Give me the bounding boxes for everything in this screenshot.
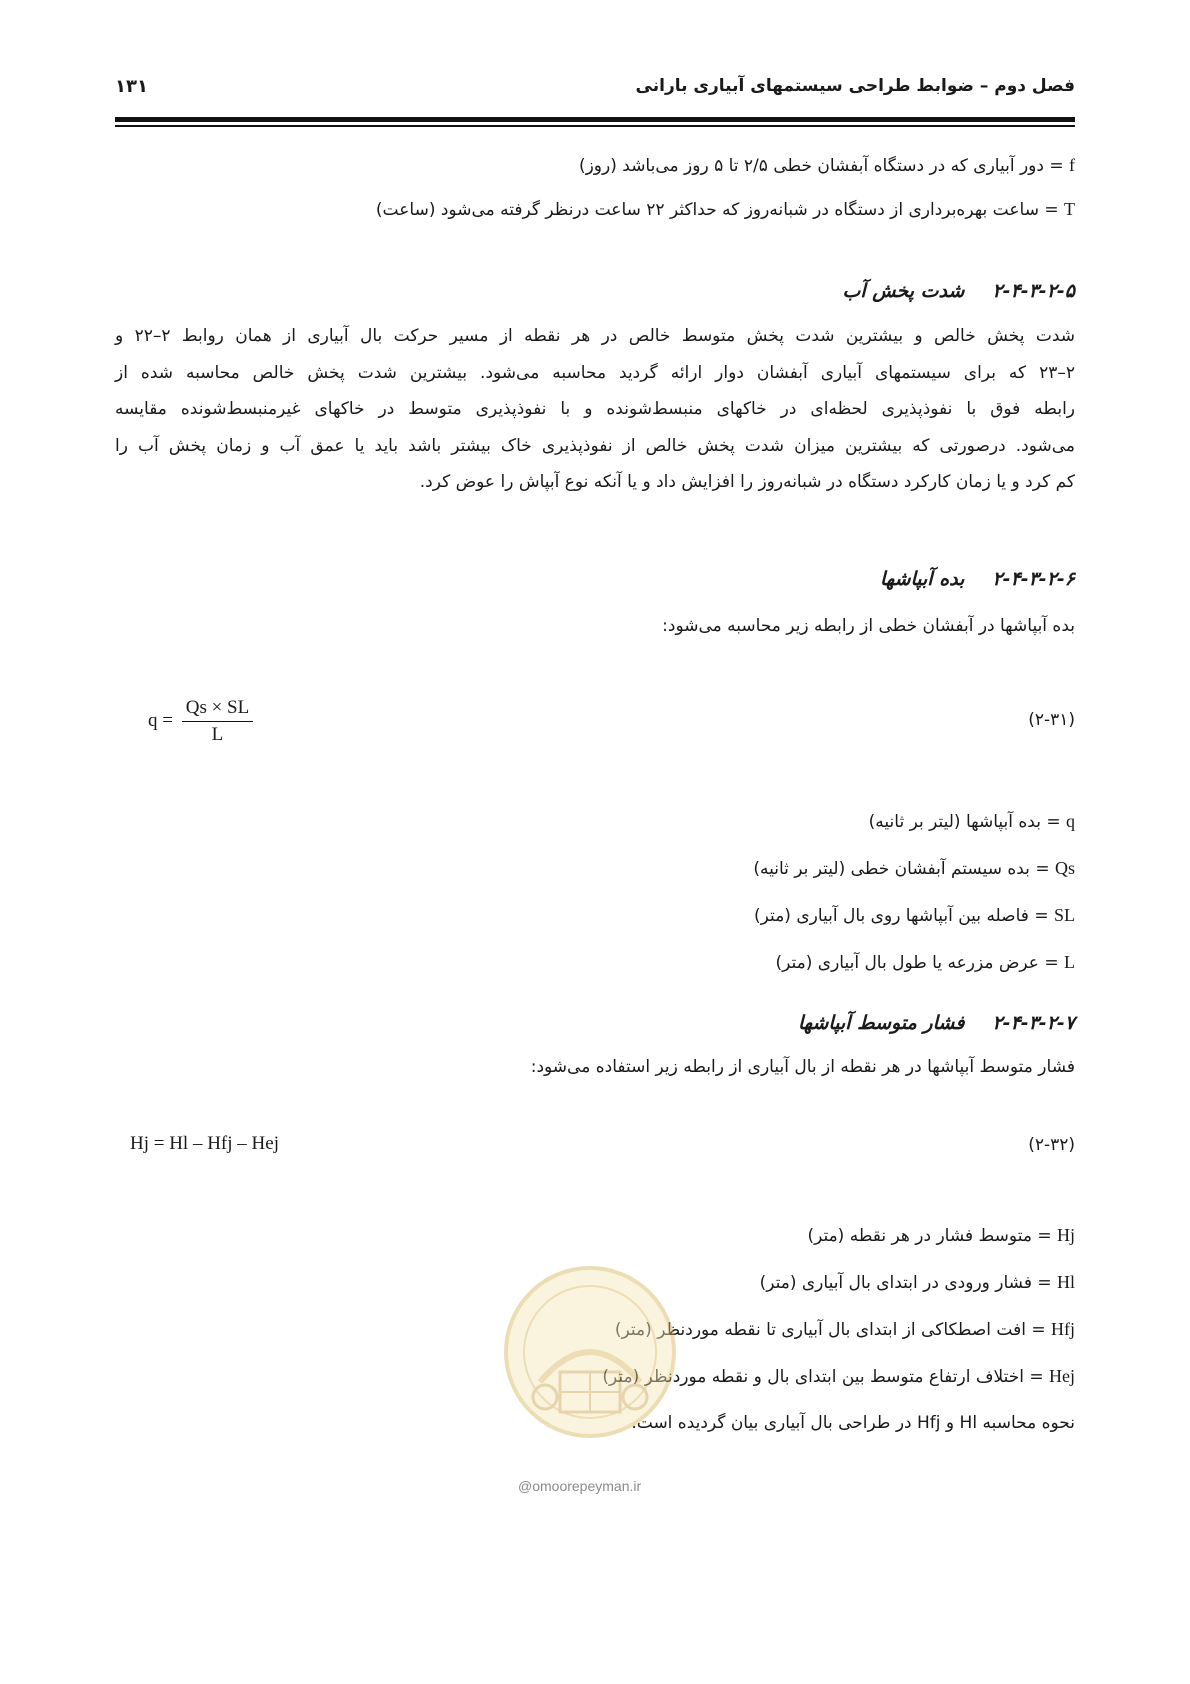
- def-Hj: Hj = متوسط فشار در هر نقطه (متر): [807, 1225, 1075, 1246]
- def-T: T = ساعت بهره‌برداری از دستگاه در شبانه‌روز که حداکثر ۲۲ ساعت درنظر گرفته می‌شود (ساعت): [375, 199, 1075, 220]
- watermark-logo: [500, 1262, 680, 1442]
- def-SL: SL = فاصله بین آبپاشها روی بال آبیاری (متر): [754, 905, 1075, 926]
- def-L: L = عرض مزرعه یا طول بال آبیاری (متر): [775, 952, 1075, 973]
- section-5-paragraph: شدت پخش خالص و بیشترین شدت پخش متوسط خالص در هر نقطه از مسیر حرکت بال آبیاری از همان روابط ۲–۲۲ و ۲–۲۳ که برای سیستمهای آبیاری آبفشان دوار ارائه گردید محاسبه می‌شود. بیشترین شدت پخش خالص محاسبه شده از رابطه فوق با نفوذپذیری لحظه‌ای در خاکهای منبسط‌شونده و با نفوذپذیری متوسط در خاکهای غیرمنبسط‌شونده مقایسه می‌شود. درصورتی که بیشترین میزان شدت پخش خالص از نفوذپذیری خاک بیشتر باشد باید یا عمق آب و زمان پخش آب را کم کرد و یا زمان کارکرد دستگاه در شبانه‌روز را افزایش داد و یا آنکه نوع آبپاش را عوض کرد.: [115, 326, 1075, 492]
- section-heading-7: ۲-۴-۳-۲-۷فشار متوسط آبپاشها: [797, 1012, 1075, 1034]
- equation-number-32: (۲-۳۲): [1028, 1135, 1075, 1155]
- header-rule-thin: [115, 125, 1075, 127]
- def-q: q = بده آبپاشها (لیتر بر ثانیه): [868, 811, 1075, 832]
- page-number: ۱۳۱: [115, 76, 148, 97]
- section-7-intro: فشار متوسط آبپاشها در هر نقطه از بال آبیاری از رابطه زیر استفاده می‌شود:: [530, 1057, 1075, 1077]
- section-heading-6: ۲-۴-۳-۲-۶بده آبپاشها: [880, 568, 1075, 590]
- section-6-definitions: [753, 798, 1075, 986]
- formula-31-numerator: Qs × SL: [182, 697, 254, 722]
- chapter-title: فصل دوم – ضوابط طراحی سیستمهای آبیاری بارانی: [635, 76, 1075, 96]
- def-Qs: Qs = بده سیستم آبفشان خطی (لیتر بر ثانیه): [753, 858, 1075, 879]
- def-f: f = دور آبیاری که در دستگاه آبفشان خطی ۲/۵ تا ۵ روز می‌باشد (روز): [578, 155, 1075, 176]
- equation-number-31: (۲-۳۱): [1028, 710, 1075, 730]
- header-rule-thick: [115, 117, 1075, 122]
- def-Hfj: Hfj = افت اصطکاکی از ابتدای بال آبیاری تا نقطه موردنظر (متر): [614, 1319, 1075, 1340]
- def-Hej: Hej = اختلاف ارتفاع متوسط بین ابتدای بال و نقطه موردنظر (متر): [602, 1366, 1075, 1387]
- formula-31: q = $\frac{Qs \times SL}{L}$: [148, 697, 253, 746]
- section-heading-5: ۲-۴-۳-۲-۵شدت پخش آب: [842, 280, 1075, 302]
- section-7-closing: نحوه محاسبه Hl و Hfj در طراحی بال آبیاری بیان گردیده است.: [631, 1413, 1075, 1433]
- watermark-url: @omoorepeyman.ir: [518, 1478, 642, 1494]
- formula-31-denominator: L: [211, 724, 224, 745]
- formula-32: Hj = Hl – Hfj – Hej: [130, 1133, 279, 1154]
- section-6-intro: بده آبپاشها در آبفشان خطی از رابطه زیر محاسبه می‌شود:: [662, 616, 1075, 636]
- def-Hl: Hl = فشار ورودی در ابتدای بال آبیاری (متر): [759, 1272, 1075, 1293]
